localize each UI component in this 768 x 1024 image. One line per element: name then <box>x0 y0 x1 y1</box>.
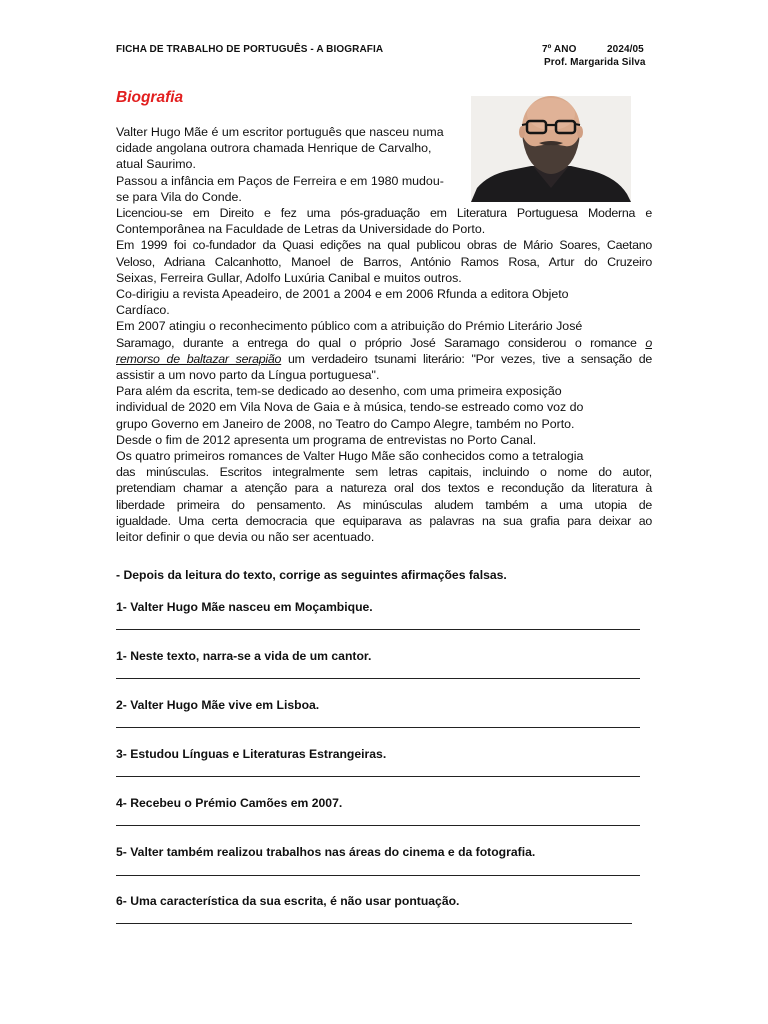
bio-line: leitor definir o que devia ou não ser acentuado. <box>116 530 375 545</box>
bio-line: Valter Hugo Mãe é um escritor português que nasceu numa <box>116 125 444 139</box>
question-5: 4- Recebeu o Prémio Camões em 2007. <box>116 796 343 810</box>
bio-line: Seixas, Ferreira Gullar, Adolfo Luxúria Canibal e muitos outros. <box>116 270 462 285</box>
bio-line <box>116 335 652 351</box>
worksheet-title: FICHA DE TRABALHO DE PORTUGUÊS - A BIOGRAFIA <box>116 44 384 55</box>
question-6: 5- Valter também realizou trabalhos nas áreas do cinema e da fotografia. <box>116 845 536 859</box>
question-3: 2- Valter Hugo Mãe vive em Lisboa. <box>116 698 320 712</box>
bio-line: individual de 2020 em Vila Nova de Gaia e à música, tendo-se estreado como voz do <box>116 400 584 415</box>
bio-line: Co-dirigiu a revista Apeadeiro, de 2001 a 2004 e em 2006 Rfunda a editora Objeto <box>116 287 569 302</box>
bio-line: Para além da escrita, tem-se dedicado ao desenho, com uma primeira exposição <box>116 384 562 399</box>
bio-line: Desde o fim de 2012 apresenta um programa de entrevistas no Porto Canal. <box>116 432 537 447</box>
question-1: 1- Valter Hugo Mãe nasceu em Moçambique. <box>116 600 373 614</box>
bio-line: das minúsculas. Escritos integralmente sem letras capitais, incluindo o nome do autor, <box>116 465 652 480</box>
question-4: 3- Estudou Línguas e Literaturas Estrangeiras. <box>116 747 387 761</box>
bio-line: liberdade primeira do pensamento. As minúsculas aludem também a uma utopia de <box>116 497 652 512</box>
answer-line-3[interactable] <box>116 727 640 728</box>
answer-line-4[interactable] <box>116 776 640 777</box>
teacher-name: Prof. Margarida Silva <box>544 57 646 68</box>
bio-line: Cardíaco. <box>116 303 170 318</box>
question-2: 1- Neste texto, narra-se a vida de um cantor. <box>116 649 372 663</box>
book-title: remorso de baltazar serapião <box>116 351 282 366</box>
bio-line: grupo Governo em Janeiro de 2008, no Teatro do Campo Alegre, também no Porto. <box>116 416 575 431</box>
bio-line: assistir a um novo parto da Língua portuguesa". <box>116 368 380 383</box>
bio-line: Os quatro primeiros romances de Valter Hugo Mãe são conhecidos como a tetralogia <box>116 449 584 464</box>
answer-line-6[interactable] <box>116 875 640 876</box>
bio-line: Em 1999 foi co-fundador da Quasi edições na qual publicou obras de Mário Soares, Caetano <box>116 238 652 253</box>
book-title-start: o <box>645 335 652 350</box>
bio-line: atual Saurimo. <box>116 157 196 172</box>
bio-line: cidade angolana outrora chamada Henrique de Carvalho, <box>116 141 432 156</box>
answer-line-2[interactable] <box>116 678 640 679</box>
question-7: 6- Uma característica da sua escrita, é não usar pontuação. <box>116 894 460 908</box>
bio-line <box>116 351 652 367</box>
section-title: Biografia <box>116 89 184 106</box>
bio-line: Veloso, Adriana Calcanhotto, Manoel de Barros, António Ramos Rosa, Artur do Cruzeiro <box>116 254 652 269</box>
answer-line-7[interactable] <box>116 923 632 924</box>
bio-line: Licenciou-se em Direito e fez uma pós-graduação em Literatura Portuguesa Moderna e <box>116 206 652 221</box>
bio-line: igualdade. Uma certa democracia que equiparava as palavras na sua grafia para deixar ao <box>116 513 652 528</box>
worksheet-date: 2024/05 <box>607 44 644 55</box>
bio-line-text: Saramago, durante a entrega do qual o próprio José Saramago considerou o romance <box>116 335 646 350</box>
bio-line: Em 2007 atingiu o reconhecimento público com a atribuição do Prémio Literário José <box>116 319 583 334</box>
bio-line: se para Vila do Conde. <box>116 189 242 204</box>
answer-line-1[interactable] <box>116 629 640 630</box>
bio-line-text: um verdadeiro tsunami literário: "Por vezes, tive a sensação de <box>281 351 652 366</box>
school-year: 7º ANO <box>542 44 577 55</box>
biography-text <box>116 124 652 545</box>
bio-line: Passou a infância em Paços de Ferreira e em 1980 mudou- <box>116 173 444 188</box>
answer-line-5[interactable] <box>116 825 640 826</box>
bio-line: pretendiam chamar a atenção para a natureza oral dos textos e recondução da literatura à <box>116 481 652 496</box>
bio-line: Contemporânea na Faculdade de Letras da Universidade do Porto. <box>116 222 486 237</box>
exercise-instruction: - Depois da leitura do texto, corrige as seguintes afirmações falsas. <box>116 568 507 582</box>
